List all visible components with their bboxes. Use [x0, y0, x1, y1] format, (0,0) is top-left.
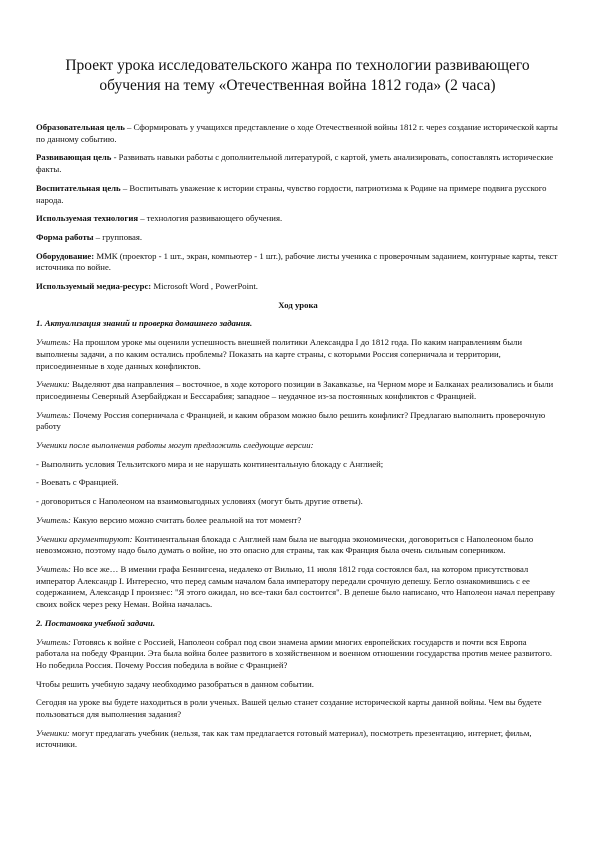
goal-label: Развивающая цель [36, 152, 112, 163]
meta-text: – групповая. [93, 231, 143, 242]
speaker-label: Ученики: [36, 727, 70, 738]
paragraph-teacher [36, 410, 560, 433]
paragraph-teacher [36, 564, 560, 611]
paragraph-text: Сегодня на уроке вы будете находиться в роли ученых. Вашей целью станет создание исторической карты данной войны. Чем вы будете пользоваться для выполнения задания? [36, 697, 542, 720]
goal-label: Образовательная цель [36, 122, 125, 132]
speaker-label: Учитель: [36, 563, 71, 574]
paragraph-students [36, 534, 560, 557]
speaker-label: Учитель: [36, 514, 71, 525]
document-title: Проект урока исследовательского жанра по технологии развивающего обучения на тему «Отечественная война 1812 года» (2 часа) [65, 57, 530, 94]
goal-developing [36, 152, 560, 175]
technology [36, 213, 560, 225]
version-item: - Воевать с Францией. [36, 477, 119, 488]
paragraph-text: Но все же… В имении графа Беннигсена, недалеко от Вильно, 11 июля 1812 года состоялся бал, на котором присутствовал император Александр I. Интересно, что перед самым началом бала императору передали срочную депешу. Бегло ознакомившись с ее содержанием, Александр I произнес: "Я этого ожидал, но все-таки бал состоится". В депеше было написано, что Наполеон начал переправу своих войск через реку Неман. Война началась. [36, 563, 555, 610]
section-heading-1: 1. Актуализация знаний и проверка домашнего задания. [36, 318, 253, 329]
media-resource [36, 281, 560, 293]
speaker-label: Ученики: [36, 379, 70, 390]
paragraph-teacher [36, 515, 560, 527]
paragraph-text: Почему Россия соперничала с Францией, и каким образом можно было решить конфликт? Предлагаю выполнить проверочную работу [36, 409, 546, 432]
paragraph-teacher [36, 337, 560, 372]
speaker-label: Учитель: [36, 636, 71, 647]
meta-label: Оборудование: [36, 250, 95, 261]
meta-text: Microsoft Word , PowerPoint. [151, 281, 258, 292]
goal-text: – Сформировать у учащихся представление о ходе Отечественной войны 1812 г. через создание исторической карты по данному событию. [36, 122, 558, 144]
goal-upbringing [36, 183, 560, 206]
version-item: - договориться с Наполеоном на взаимовыгодных условиях (могут быть другие ответы). [36, 496, 363, 507]
speaker-label: Учитель: [36, 409, 71, 420]
document-body [36, 122, 560, 758]
section-heading-2: 2. Постановка учебной задачи. [36, 617, 155, 628]
paragraph-text: Готовясь к войне с Россией, Наполеон собрал под свои знамена армии многих европейских государств и почти вся Европа работала на победу Франции. Эта была война более развитого в хозяйственном и военном отношении государства против менее развитого. Но победила Россия. Почему Россия победила в войне с Францией? [36, 636, 553, 670]
goal-educational [36, 122, 560, 145]
paragraph-students [36, 379, 560, 402]
paragraph-text: могут предлагать учебник (нельзя, так как там предлагается готовый материал), посмотреть презентацию, интернет, фильм, источники. [36, 727, 532, 750]
paragraph-teacher [36, 637, 560, 672]
version-item: - Выполнить условия Тельзитского мира и не нарушать континентальную блокаду с Англией; [36, 458, 384, 469]
paragraph-text: Выделяют два направления – восточное, в ходе которого позиции в Закавказье, на Черном море и Балканах реализовались и были присоединены Северный Азербайджан и Бессарабия; западное – неудачное из-за постоянных конфликтов с Францией. [36, 379, 554, 401]
meta-text: ММК (проектор - 1 шт., экран, компьютер - 1 шт.), рабочие листы ученика с проверочным заданием, контурные карты, текст источника по войне. [36, 250, 558, 273]
goal-text: – Воспитывать уважение к истории страны, чувство гордости, патриотизма к Родине на примере подвига русского народа. [36, 182, 547, 205]
speaker-label: Учитель: [36, 337, 71, 348]
paragraph-text: Континентальная блокада с Англией нам была не выгодна экономически, договориться с Наполеоном было невозможно, поэтому надо было думать о войне, но это опасно для страны, так как Франция была очень сильным соперником. [36, 533, 534, 556]
meta-label: Форма работы [36, 231, 94, 242]
paragraph-text: Чтобы решить учебную задачу необходимо разобраться в данном событии. [36, 678, 314, 689]
paragraph-text: На прошлом уроке мы оценили успешность внешней политики Александра I до 1812 года. По каким направлениям были выполнены задачи, а по каким остались проблемы? Показать на карте страны, с которыми Россия соперничала и территории, присоединенные в ходе данных конфликтов. [36, 337, 523, 371]
meta-text: – технология развивающего обучения. [138, 213, 283, 224]
goal-label: Воспитательная цель [36, 182, 121, 193]
speaker-label: Ученики аргументируют: [36, 533, 133, 544]
paragraph-versions-intro: Ученики после выполнения работы могут предложить следующие версии: [36, 440, 314, 451]
paragraph-students [36, 728, 560, 751]
paragraph-text: Какую версию можно считать более реальной на тот момент? [70, 514, 302, 525]
equipment [36, 251, 560, 274]
goal-text: - Развивать навыки работы с дополнительной литературой, с картой, уметь анализировать, сопоставлять исторические факты. [36, 152, 554, 175]
meta-label: Используемая технология [36, 213, 139, 224]
work-form [36, 232, 560, 244]
meta-label: Используемый медиа-ресурс: [36, 281, 152, 292]
course-title: Ход урока [278, 299, 318, 310]
